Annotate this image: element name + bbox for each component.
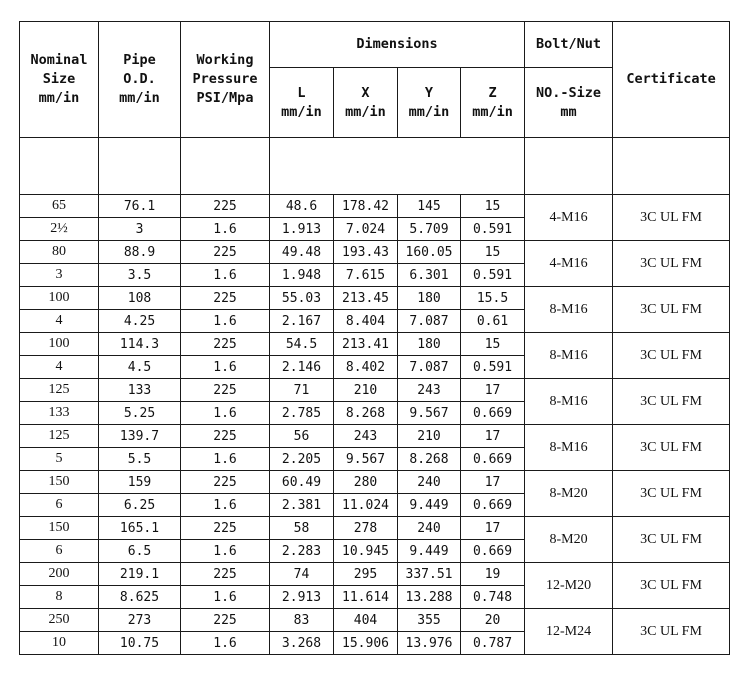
cell-y: 160.05	[398, 241, 461, 264]
cell-l: 1.913	[270, 218, 334, 241]
cell-z: 0.669	[461, 448, 525, 471]
cell-size: 65	[20, 195, 99, 218]
cell-size: 8	[20, 586, 99, 609]
blank-cell	[181, 138, 270, 195]
cell-z: 17	[461, 425, 525, 448]
header-Z: Z mm/in	[461, 68, 525, 138]
cell-x: 11.024	[334, 494, 398, 517]
cell-z: 0.61	[461, 310, 525, 333]
cell-od: 5.25	[99, 402, 181, 425]
cell-x: 280	[334, 471, 398, 494]
cell-y: 7.087	[398, 356, 461, 379]
cell-y: 210	[398, 425, 461, 448]
cell-pressure: 225	[181, 517, 270, 540]
cell-certificate: 3C UL FM	[613, 517, 730, 563]
spec-table	[19, 21, 730, 655]
cell-bolt-nut: 8-M16	[525, 379, 613, 425]
cell-size: 125	[20, 379, 99, 402]
cell-pressure: 1.6	[181, 264, 270, 287]
cell-l: 56	[270, 425, 334, 448]
cell-od: 10.75	[99, 632, 181, 655]
cell-od: 8.625	[99, 586, 181, 609]
cell-pressure: 1.6	[181, 218, 270, 241]
cell-size: 6	[20, 494, 99, 517]
cell-bolt-nut: 12-M20	[525, 563, 613, 609]
cell-certificate: 3C UL FM	[613, 287, 730, 333]
cell-x: 213.45	[334, 287, 398, 310]
cell-y: 145	[398, 195, 461, 218]
cell-pressure: 225	[181, 563, 270, 586]
cell-pressure: 225	[181, 287, 270, 310]
cell-x: 193.43	[334, 241, 398, 264]
cell-size: 133	[20, 402, 99, 425]
cell-od: 4.25	[99, 310, 181, 333]
cell-certificate: 3C UL FM	[613, 379, 730, 425]
cell-x: 10.945	[334, 540, 398, 563]
cell-certificate: 3C UL FM	[613, 241, 730, 287]
cell-l: 2.785	[270, 402, 334, 425]
cell-z: 19	[461, 563, 525, 586]
cell-od: 3.5	[99, 264, 181, 287]
cell-l: 2.146	[270, 356, 334, 379]
cell-pressure: 1.6	[181, 586, 270, 609]
cell-z: 15.5	[461, 287, 525, 310]
cell-x: 8.402	[334, 356, 398, 379]
cell-od: 165.1	[99, 517, 181, 540]
cell-size: 150	[20, 517, 99, 540]
cell-z: 17	[461, 471, 525, 494]
header-nominal-size: Nominal Size mm/in	[20, 22, 99, 138]
cell-y: 13.288	[398, 586, 461, 609]
header-dimensions: Dimensions	[270, 22, 525, 68]
cell-y: 243	[398, 379, 461, 402]
cell-x: 7.615	[334, 264, 398, 287]
cell-z: 0.591	[461, 264, 525, 287]
cell-bolt-nut: 8-M16	[525, 425, 613, 471]
cell-x: 7.024	[334, 218, 398, 241]
cell-l: 48.6	[270, 195, 334, 218]
cell-bolt-nut: 8-M20	[525, 471, 613, 517]
table-row-metric	[20, 517, 730, 540]
cell-z: 0.748	[461, 586, 525, 609]
cell-size: 2½	[20, 218, 99, 241]
cell-pressure: 225	[181, 195, 270, 218]
cell-pressure: 1.6	[181, 402, 270, 425]
cell-size: 5	[20, 448, 99, 471]
cell-od: 4.5	[99, 356, 181, 379]
cell-x: 11.614	[334, 586, 398, 609]
blank-cell	[613, 138, 730, 195]
header-X: X mm/in	[334, 68, 398, 138]
cell-pressure: 1.6	[181, 540, 270, 563]
table-row-metric	[20, 241, 730, 264]
cell-l: 55.03	[270, 287, 334, 310]
cell-z: 15	[461, 333, 525, 356]
cell-y: 5.709	[398, 218, 461, 241]
cell-od: 108	[99, 287, 181, 310]
cell-y: 240	[398, 517, 461, 540]
cell-l: 1.948	[270, 264, 334, 287]
cell-z: 0.591	[461, 218, 525, 241]
cell-l: 49.48	[270, 241, 334, 264]
header-certificate: Certificate	[613, 22, 730, 138]
cell-pressure: 225	[181, 471, 270, 494]
cell-x: 295	[334, 563, 398, 586]
cell-y: 180	[398, 287, 461, 310]
table-row-metric	[20, 287, 730, 310]
blank-cell	[270, 138, 525, 195]
cell-y: 6.301	[398, 264, 461, 287]
table-row-metric	[20, 195, 730, 218]
cell-y: 8.268	[398, 448, 461, 471]
cell-z: 15	[461, 195, 525, 218]
cell-certificate: 3C UL FM	[613, 471, 730, 517]
cell-od: 114.3	[99, 333, 181, 356]
cell-size: 100	[20, 333, 99, 356]
cell-y: 9.449	[398, 494, 461, 517]
cell-size: 4	[20, 356, 99, 379]
cell-od: 88.9	[99, 241, 181, 264]
cell-l: 60.49	[270, 471, 334, 494]
cell-x: 9.567	[334, 448, 398, 471]
cell-certificate: 3C UL FM	[613, 609, 730, 655]
cell-pressure: 1.6	[181, 448, 270, 471]
cell-bolt-nut: 4-M16	[525, 241, 613, 287]
cell-l: 54.5	[270, 333, 334, 356]
cell-x: 8.268	[334, 402, 398, 425]
table-row-metric	[20, 471, 730, 494]
table-row-metric	[20, 333, 730, 356]
cell-bolt-nut: 12-M24	[525, 609, 613, 655]
cell-x: 178.42	[334, 195, 398, 218]
cell-x: 210	[334, 379, 398, 402]
cell-l: 58	[270, 517, 334, 540]
cell-z: 0.669	[461, 494, 525, 517]
cell-l: 2.381	[270, 494, 334, 517]
cell-l: 74	[270, 563, 334, 586]
cell-x: 15.906	[334, 632, 398, 655]
blank-cell	[99, 138, 181, 195]
cell-od: 159	[99, 471, 181, 494]
header-no-size: NO.-Size mm	[525, 68, 613, 138]
cell-x: 213.41	[334, 333, 398, 356]
cell-pressure: 1.6	[181, 632, 270, 655]
cell-size: 3	[20, 264, 99, 287]
table-row-metric	[20, 379, 730, 402]
cell-x: 243	[334, 425, 398, 448]
cell-z: 17	[461, 517, 525, 540]
cell-y: 7.087	[398, 310, 461, 333]
cell-certificate: 3C UL FM	[613, 195, 730, 241]
cell-od: 133	[99, 379, 181, 402]
cell-l: 2.283	[270, 540, 334, 563]
cell-y: 9.449	[398, 540, 461, 563]
header-Y: Y mm/in	[398, 68, 461, 138]
cell-y: 355	[398, 609, 461, 632]
cell-certificate: 3C UL FM	[613, 333, 730, 379]
cell-pressure: 1.6	[181, 356, 270, 379]
cell-z: 17	[461, 379, 525, 402]
cell-y: 9.567	[398, 402, 461, 425]
cell-pressure: 225	[181, 379, 270, 402]
cell-x: 404	[334, 609, 398, 632]
header-L: L mm/in	[270, 68, 334, 138]
cell-z: 20	[461, 609, 525, 632]
cell-pressure: 225	[181, 241, 270, 264]
header-bolt-nut: Bolt/Nut	[525, 22, 613, 68]
cell-pressure: 225	[181, 425, 270, 448]
cell-od: 3	[99, 218, 181, 241]
cell-od: 76.1	[99, 195, 181, 218]
cell-size: 100	[20, 287, 99, 310]
cell-od: 5.5	[99, 448, 181, 471]
cell-x: 278	[334, 517, 398, 540]
cell-size: 150	[20, 471, 99, 494]
cell-x: 8.404	[334, 310, 398, 333]
cell-pressure: 225	[181, 333, 270, 356]
header-pipe-od: Pipe O.D. mm/in	[99, 22, 181, 138]
cell-z: 15	[461, 241, 525, 264]
cell-od: 6.25	[99, 494, 181, 517]
image-placeholder-row	[20, 138, 730, 195]
cell-pressure: 225	[181, 609, 270, 632]
cell-z: 0.669	[461, 402, 525, 425]
cell-l: 2.913	[270, 586, 334, 609]
cell-size: 80	[20, 241, 99, 264]
cell-y: 240	[398, 471, 461, 494]
cell-certificate: 3C UL FM	[613, 563, 730, 609]
cell-pressure: 1.6	[181, 310, 270, 333]
cell-bolt-nut: 8-M16	[525, 333, 613, 379]
cell-l: 83	[270, 609, 334, 632]
cell-od: 219.1	[99, 563, 181, 586]
cell-y: 337.51	[398, 563, 461, 586]
cell-od: 6.5	[99, 540, 181, 563]
table-row-metric	[20, 425, 730, 448]
cell-bolt-nut: 8-M16	[525, 287, 613, 333]
table-row-metric	[20, 563, 730, 586]
cell-l: 2.167	[270, 310, 334, 333]
cell-size: 250	[20, 609, 99, 632]
cell-z: 0.787	[461, 632, 525, 655]
cell-od: 273	[99, 609, 181, 632]
cell-l: 71	[270, 379, 334, 402]
cell-od: 139.7	[99, 425, 181, 448]
cell-size: 200	[20, 563, 99, 586]
cell-z: 0.591	[461, 356, 525, 379]
cell-size: 10	[20, 632, 99, 655]
cell-size: 4	[20, 310, 99, 333]
cell-pressure: 1.6	[181, 494, 270, 517]
cell-size: 6	[20, 540, 99, 563]
header-working-pressure: Working Pressure PSI/Mpa	[181, 22, 270, 138]
cell-certificate: 3C UL FM	[613, 425, 730, 471]
cell-bolt-nut: 4-M16	[525, 195, 613, 241]
cell-l: 3.268	[270, 632, 334, 655]
cell-z: 0.669	[461, 540, 525, 563]
cell-y: 13.976	[398, 632, 461, 655]
cell-l: 2.205	[270, 448, 334, 471]
blank-cell	[525, 138, 613, 195]
cell-y: 180	[398, 333, 461, 356]
blank-cell	[20, 138, 99, 195]
cell-size: 125	[20, 425, 99, 448]
table-row-metric	[20, 609, 730, 632]
cell-bolt-nut: 8-M20	[525, 517, 613, 563]
